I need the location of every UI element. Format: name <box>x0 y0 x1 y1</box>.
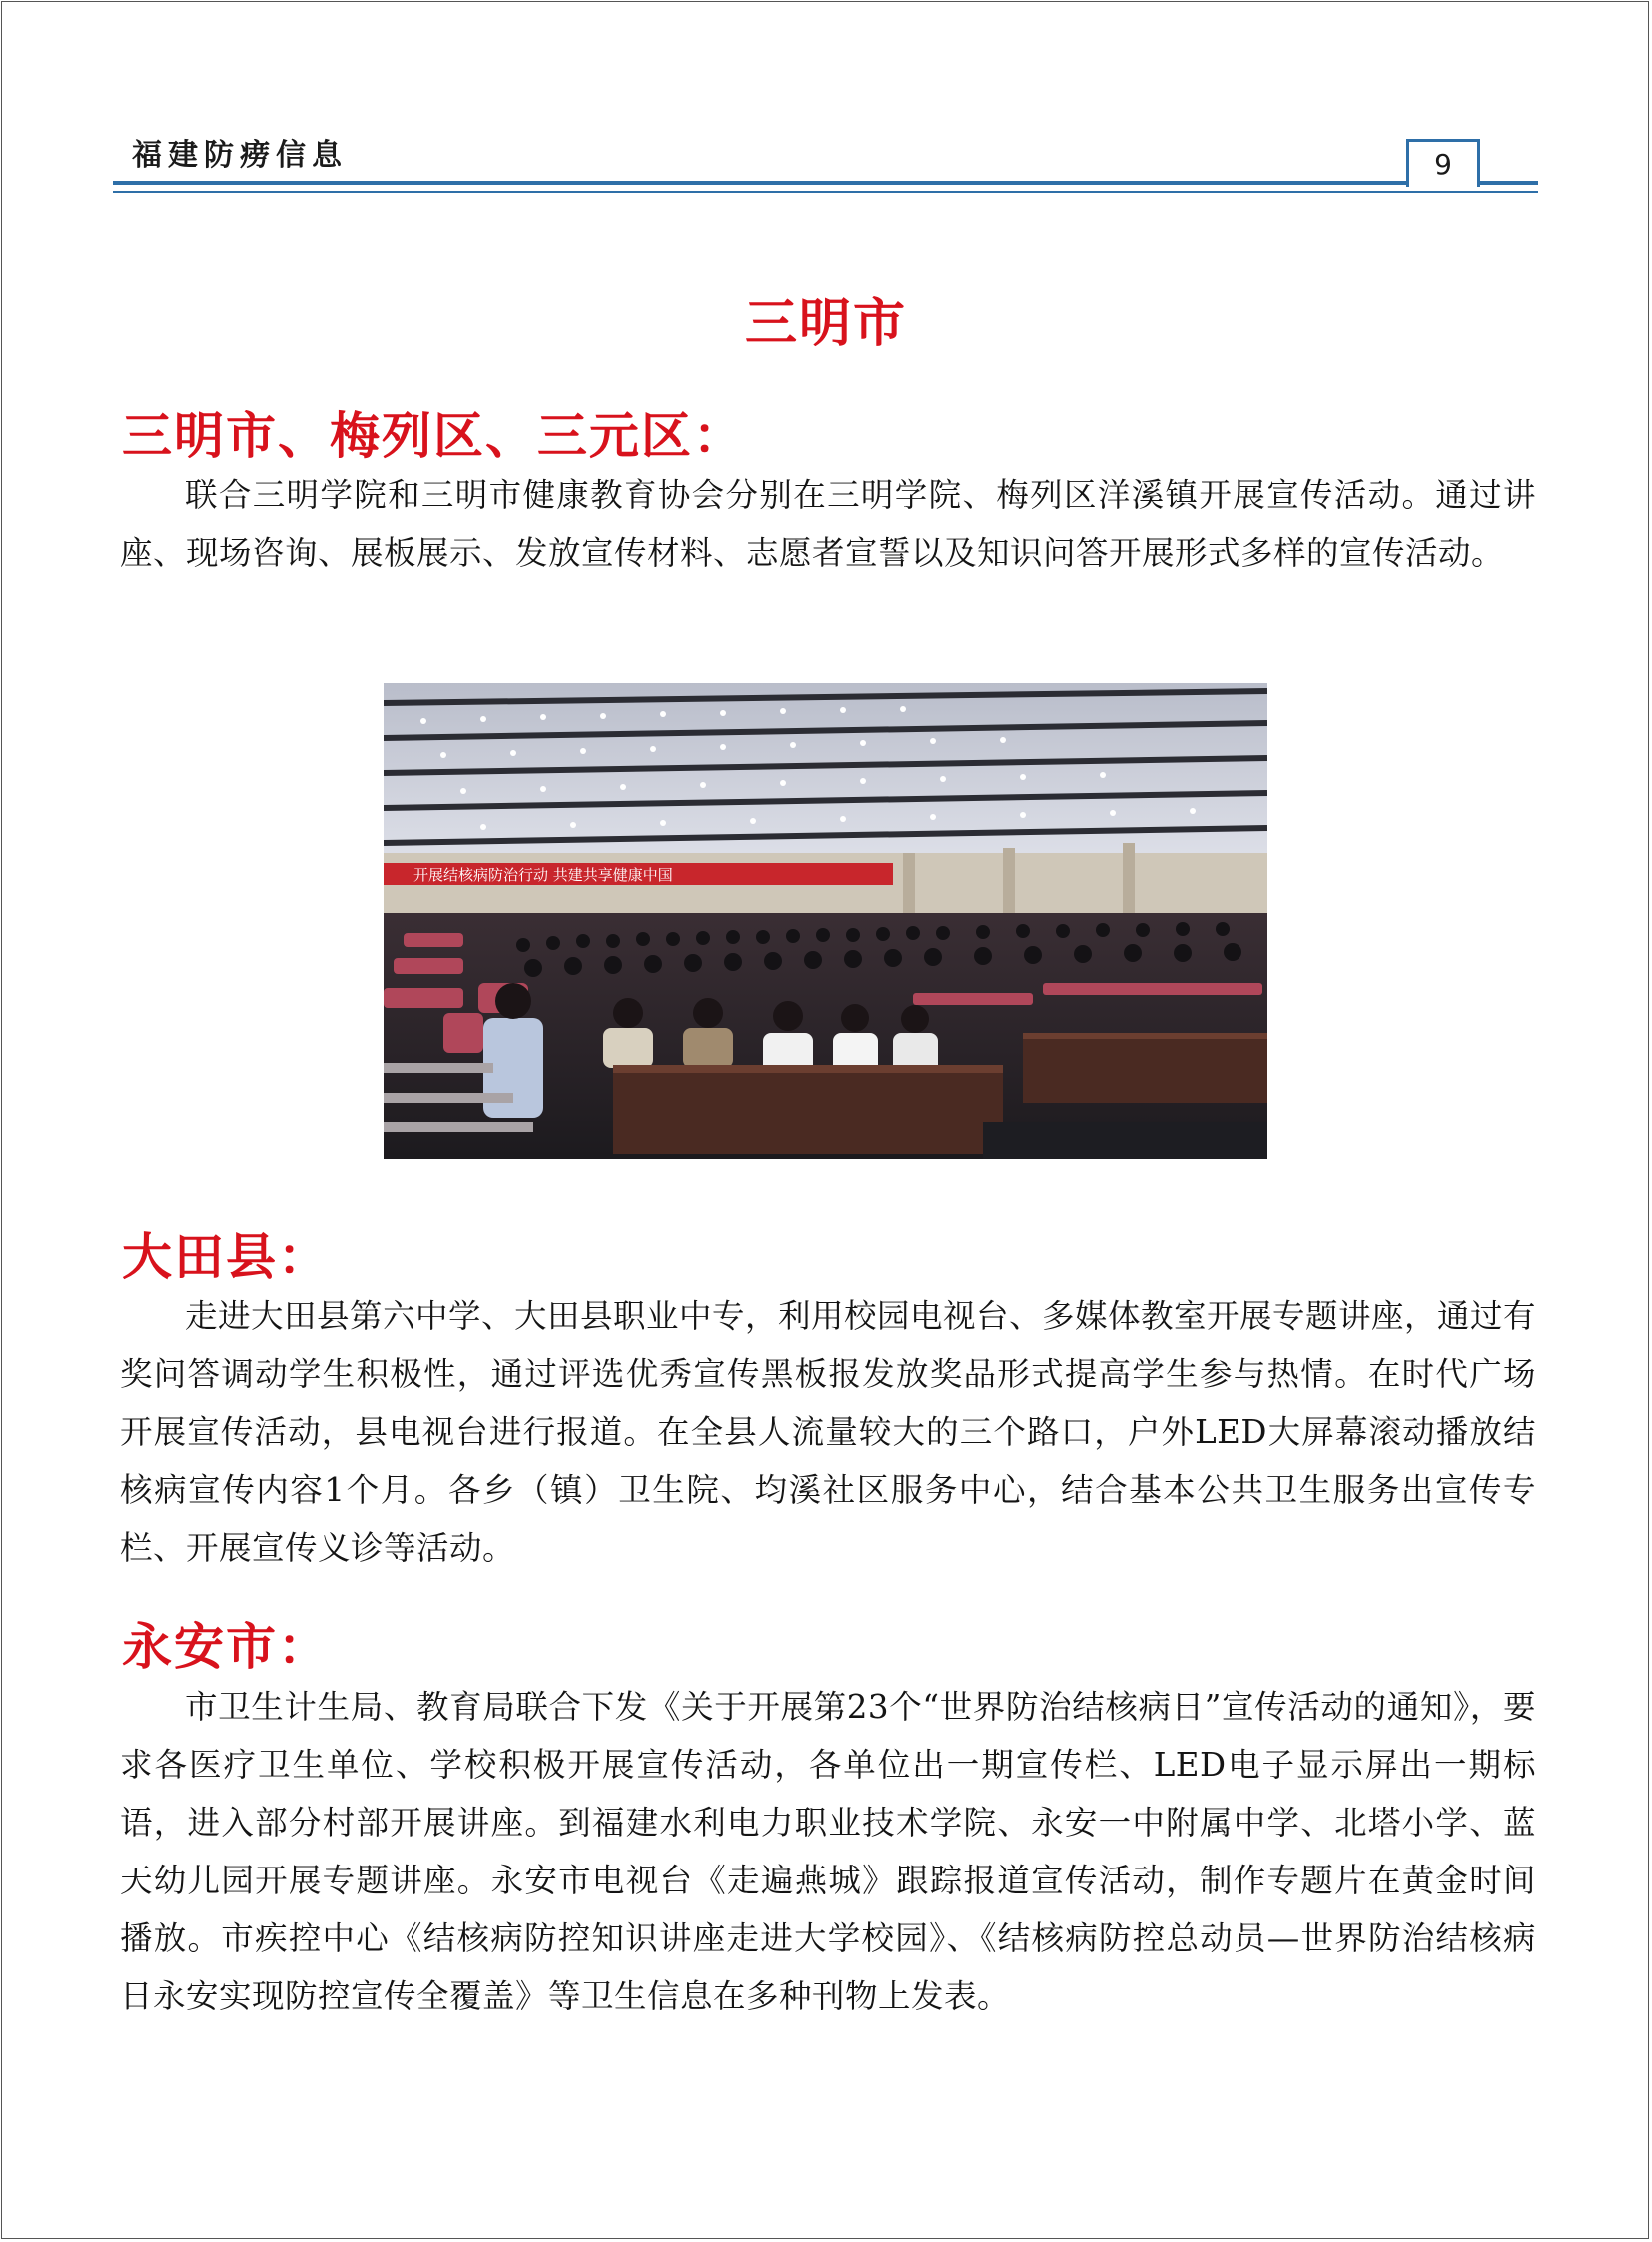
front-desk <box>613 1065 1003 1154</box>
paragraph-datian: 走进大田县第六中学、大田县职业中专，利用校园电视台、多媒体教室开展专题讲座，通过有奖问答调动学生积极性，通过评选优秀宣传黑板报发放奖品形式提高学生参与热情。在时代广场开展宣传活动，县电视台进行报道。在全县人流量较大的三个路口，户外LED大屏幕滚动播放结核病宣传内容1个月。各乡（镇）卫生院、均溪社区服务中心，结合基本公共卫生服务出宣传专栏、开展宣传义诊等活动。 <box>120 1297 1537 1567</box>
subheading-sanming-meilie-sanyuan: 三明市、梅列区、三元区： <box>122 406 745 465</box>
subheading-yongan: 永安市： <box>122 1617 330 1676</box>
section-title: 三明市 <box>744 293 907 354</box>
subheading-datian: 大田县： <box>122 1227 330 1286</box>
paragraph-yongan: 市卫生计生局、教育局联合下发《关于开展第23个“世界防治结核病日”宣传活动的通知》，要求各医疗卫生单位、学校积极开展宣传活动，各单位出一期宣传栏、LED电子显示屏出一期标语，进入部分村部开展讲座。到福建水利电力职业技术学院、永安一中附属中学、北塔小学、蓝天幼儿园开展专题讲座。永安市电视台《走遍燕城》跟踪报道宣传活动，制作专题片在黄金时间播放。市疾控中心《结核病防控知识讲座走进大学校园》、《结核病防控总动员—世界防治结核病日永安实现防控宣传全覆盖》等卫生信息在多种刊物上发表。 <box>120 1688 1536 2015</box>
paragraph-sanming: 联合三明学院和三明市健康教育协会分别在三明学院、梅列区洋溪镇开展宣传活动。通过讲座、现场咨询、展板展示、发放宣传材料、志愿者宣誓以及知识问答开展形式多样的宣传活动。 <box>120 476 1536 572</box>
lecture-hall-illustration <box>384 683 1267 1159</box>
publication-title: 福建防痨信息 <box>132 138 348 173</box>
header-rule-thin <box>113 191 1538 193</box>
lecture-hall-photo <box>384 683 1267 1159</box>
header-rule <box>113 181 1538 185</box>
page-number: 9 <box>1406 139 1480 187</box>
banner-text: 开展结核病防治行动 共建共享健康中国 <box>413 866 673 884</box>
